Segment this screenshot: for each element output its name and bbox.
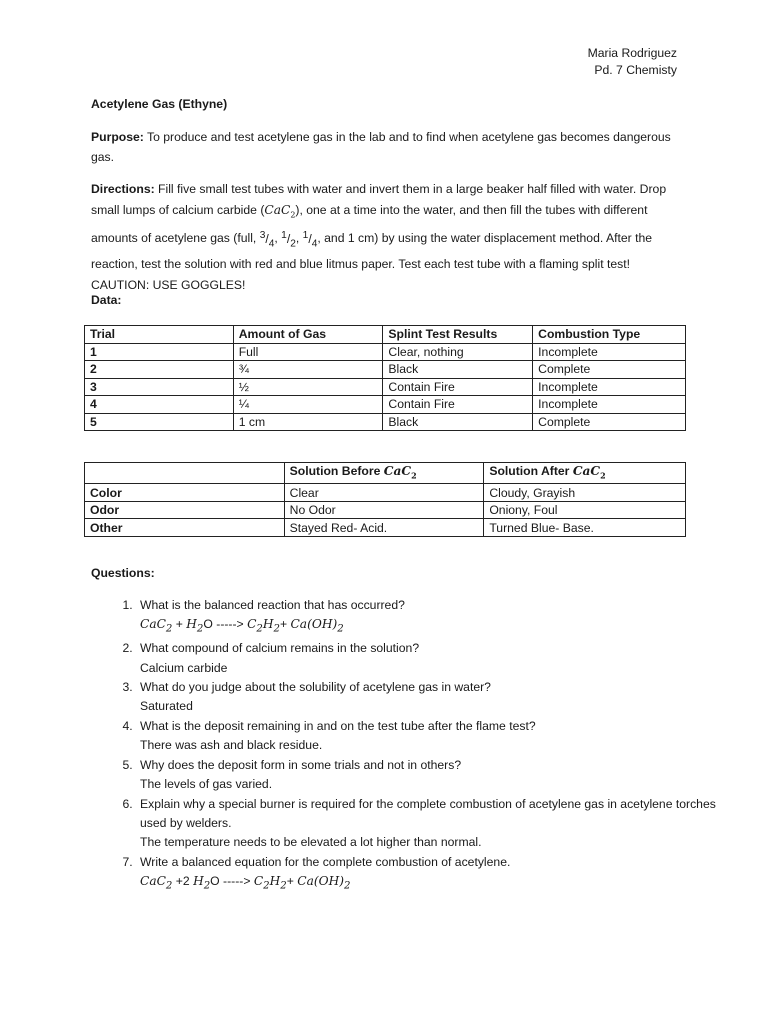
question-text: Explain why a special burner is required for the complete combustion of acetylene gas in acetylene torches used by welders.	[140, 796, 716, 830]
eq-term: H	[269, 874, 281, 889]
purpose-label: Purpose:	[91, 130, 144, 144]
eq-sub: 2	[165, 623, 173, 635]
trial-results-table	[84, 325, 686, 431]
fraction-one-quarter: $^1/_4$	[302, 229, 318, 249]
column-header: Amount of Gas	[233, 326, 383, 344]
table-cell: Incomplete	[533, 343, 686, 361]
table-cell: Black	[383, 361, 533, 379]
table-row	[85, 378, 686, 396]
list-item	[136, 717, 726, 756]
table-cell: Turned Blue- Base.	[484, 519, 686, 537]
eq-term: H	[186, 617, 197, 632]
answer-equation	[140, 615, 726, 639]
document-title: Acetylene Gas (Ethyne)	[91, 97, 228, 111]
table-cell: Black	[383, 413, 533, 431]
question-text: Write a balanced equation for the complete combustion of acetylene.	[140, 854, 511, 869]
table-cell: ¼	[233, 396, 383, 414]
list-item	[136, 853, 726, 896]
formula-base: CaC	[264, 202, 291, 217]
document-header	[588, 45, 677, 79]
table-cell: Stayed Red- Acid.	[284, 519, 484, 537]
table-cell: Contain Fire	[383, 378, 533, 396]
formula-subscript: 2	[290, 209, 296, 219]
table-cell: 3	[85, 378, 234, 396]
directions-text-1: Fill five small test tubes with water and invert them in a large beaker half filled with water. Drop small lumps of calcium carbide (	[91, 182, 667, 217]
column-header	[484, 463, 686, 484]
table-cell: 1	[85, 343, 234, 361]
formula-cac2	[572, 464, 606, 481]
table-cell: 5	[85, 413, 234, 431]
answer-text: Calcium carbide	[140, 660, 228, 675]
row-header: Odor	[85, 501, 285, 519]
fraction-three-quarters: $^3/_4$	[259, 229, 275, 249]
answer-text: Saturated	[140, 699, 193, 714]
data-label: Data:	[91, 293, 122, 307]
purpose-paragraph	[91, 127, 681, 167]
eq-term: CaC	[140, 617, 166, 632]
eq-sub: 2	[263, 880, 270, 892]
formula-base: CaC	[572, 464, 601, 478]
fraction-denominator: 4	[311, 237, 318, 249]
question-text: Why does the deposit form in some trials and not in others?	[140, 757, 462, 772]
eq-sub: 2	[280, 880, 287, 892]
table-cell: Clear, nothing	[383, 343, 533, 361]
table-cell: 2	[85, 361, 234, 379]
directions-text-3: , and 1 cm) by using the water displacement method. After the reaction, test the solution with red and blue litmus paper. Test each test tube with a flaming split test! CAUTION: USE GOGGLES!	[91, 231, 653, 292]
eq-term: C	[253, 874, 264, 889]
table-row	[85, 361, 686, 379]
formula-cac2	[383, 464, 417, 481]
table-cell: Cloudy, Grayish	[484, 484, 686, 502]
class-period: Pd. 7 Chemisty	[594, 63, 677, 77]
student-name: Maria Rodriguez	[587, 46, 677, 60]
column-header	[284, 463, 484, 484]
list-item	[136, 596, 726, 639]
table-cell: Contain Fire	[383, 396, 533, 414]
table-cell: 1 cm	[233, 413, 383, 431]
eq-term: H	[193, 874, 204, 889]
fraction-numerator: 1	[302, 229, 309, 241]
eq-op: +	[172, 617, 187, 632]
table-cell: 4	[85, 396, 234, 414]
eq-op: O ----->	[210, 874, 254, 889]
table-cell: Full	[233, 343, 383, 361]
eq-sub: 2	[203, 880, 211, 892]
directions-text-2: ), one at a time into the water, and then fill the tubes with different amounts of acetylene gas (full,	[91, 202, 648, 246]
eq-sub: 2	[196, 623, 204, 635]
question-text: What compound of calcium remains in the solution?	[140, 641, 420, 656]
table-header-row	[85, 326, 686, 344]
list-item	[136, 795, 726, 853]
table-row	[85, 413, 686, 431]
eq-op: +	[279, 617, 291, 632]
formula-subscript: 2	[411, 470, 417, 481]
eq-op: +2	[172, 874, 194, 889]
questions-list	[91, 596, 726, 896]
table-header-row	[85, 463, 686, 484]
table-cell: ½	[233, 378, 383, 396]
directions-label: Directions:	[91, 182, 155, 196]
question-text: What is the balanced reaction that has occurred?	[140, 598, 405, 612]
fraction-numerator: 1	[281, 229, 287, 241]
eq-op: O ----->	[203, 617, 248, 632]
table-cell: Clear	[284, 484, 484, 502]
empty-header-cell	[85, 463, 285, 484]
table-row	[85, 396, 686, 414]
fraction-numerator: 3	[259, 229, 266, 241]
eq-sub: 2	[337, 623, 344, 635]
header-text: Solution After	[489, 464, 573, 478]
solution-comparison-table	[84, 462, 686, 537]
purpose-text: To produce and test acetylene gas in the lab and to find when acetylene gas becomes dangerous gas.	[91, 130, 671, 164]
eq-term: C	[247, 617, 257, 632]
row-header: Color	[85, 484, 285, 502]
column-header: Trial	[85, 326, 234, 344]
eq-sub: 2	[256, 623, 263, 635]
table-cell: No Odor	[284, 501, 484, 519]
eq-sub: 2	[273, 623, 280, 635]
eq-op: +	[286, 874, 298, 889]
table-cell: Oniony, Foul	[484, 501, 686, 519]
table-cell: Complete	[533, 413, 686, 431]
eq-term: CaC	[140, 874, 166, 889]
question-text: What do you judge about the solubility of acetylene gas in water?	[140, 680, 491, 695]
row-header: Other	[85, 519, 285, 537]
eq-sub: 2	[344, 880, 351, 892]
answer-equation	[140, 872, 726, 896]
table-cell: Incomplete	[533, 396, 686, 414]
column-header: Splint Test Results	[383, 326, 533, 344]
table-cell: Incomplete	[533, 378, 686, 396]
table-row	[85, 484, 686, 502]
list-item	[136, 678, 726, 717]
header-text: Solution Before	[289, 464, 384, 478]
table-cell: ¾	[233, 361, 383, 379]
fraction-denominator: 2	[290, 237, 296, 249]
table-row	[85, 519, 686, 537]
list-item	[136, 756, 726, 795]
question-text: What is the deposit remaining in and on the test tube after the flame test?	[140, 718, 536, 733]
answer-text: The temperature needs to be elevated a lot higher than normal.	[140, 835, 482, 850]
formula-base: CaC	[383, 464, 412, 478]
table-row	[85, 501, 686, 519]
table-cell: Complete	[533, 361, 686, 379]
fraction-denominator: 4	[268, 237, 275, 249]
formula-cac2	[264, 203, 295, 217]
formula-subscript: 2	[600, 470, 606, 481]
answer-text: There was ash and black residue.	[140, 738, 323, 753]
eq-term: Ca(OH)	[297, 874, 344, 889]
questions-label: Questions:	[91, 566, 155, 580]
fraction-one-half: $^1/_2$	[281, 229, 296, 249]
column-header: Combustion Type	[533, 326, 686, 344]
eq-sub: 2	[165, 880, 173, 892]
eq-term: Ca(OH)	[290, 617, 338, 632]
answer-text: The levels of gas varied.	[140, 777, 273, 792]
directions-paragraph: Directions: Fill five small test tubes with water and invert them in a large beaker half filled with water. Drop small lumps of calcium carbide (CaC$_2$), one at a time into the water, and then fill the tubes with different amounts of acetylene gas (full, $^3/_4$, $^1/_2$, $^1/_4$, and 1 cm) by using the water displacement method. After the reaction, test the solution with red and blue litmus paper. Test each test tube with a flaming split test! CAUTION: USE GOGGLES!	[91, 182, 667, 292]
table-row	[85, 343, 686, 361]
eq-term: H	[262, 617, 274, 632]
list-item	[136, 639, 726, 678]
